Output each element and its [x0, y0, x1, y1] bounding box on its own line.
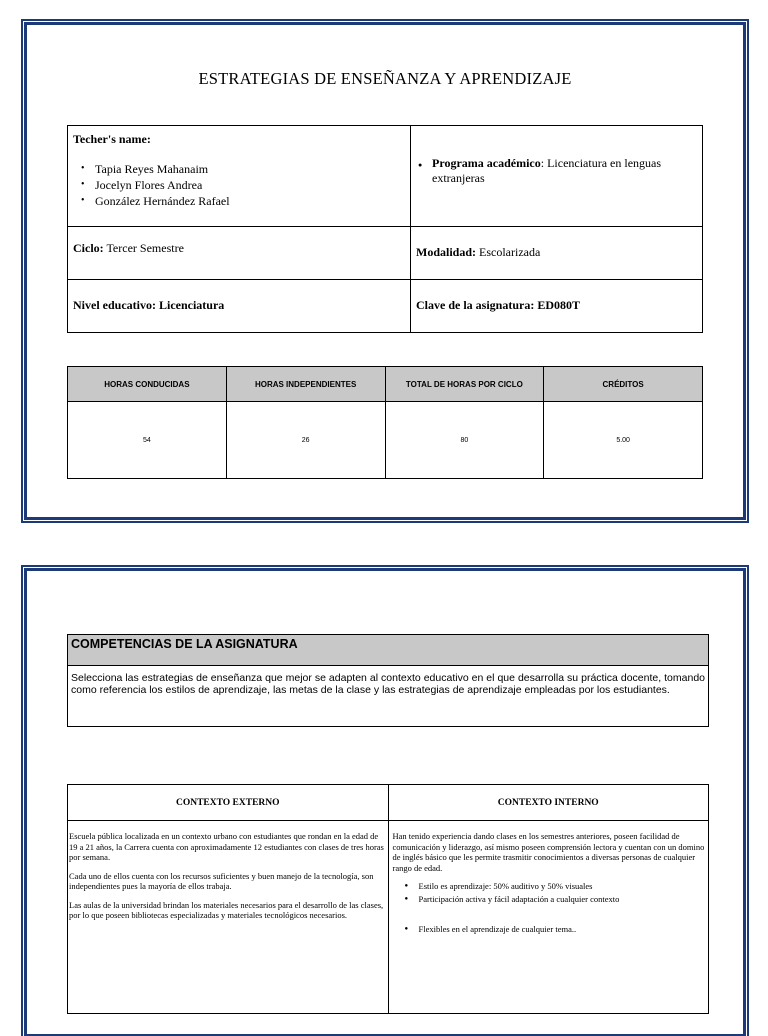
- clave-asignatura: Clave de la asignatura: ED080T: [416, 298, 581, 312]
- ciclo-label: Ciclo:: [73, 241, 104, 255]
- contexto-externo-cell: [68, 821, 389, 1014]
- contexto-externo-header: CONTEXTO EXTERNO: [68, 785, 389, 821]
- programa-cell: [411, 126, 703, 227]
- teachers-label: Techer's name:: [73, 132, 151, 146]
- hours-value: 54: [68, 402, 227, 479]
- modalidad-cell: [411, 227, 703, 280]
- hours-header: HORAS CONDUCIDAS: [68, 367, 227, 402]
- hours-value: 5.00: [544, 402, 703, 479]
- interno-item: ● Estilo es aprendizaje: 50% auditivo y 50% visuales: [419, 881, 708, 892]
- teachers-list: [73, 161, 405, 209]
- modalidad-value: Escolarizada: [476, 245, 541, 259]
- course-info-table: [67, 125, 703, 333]
- hours-table: [67, 366, 703, 479]
- ciclo-cell: [68, 227, 411, 280]
- page-title: ESTRATEGIAS DE ENSEÑANZA Y APRENDIZAJE: [198, 69, 572, 88]
- hours-value: 80: [385, 402, 544, 479]
- interno-list: [393, 881, 708, 935]
- externo-paragraph: Cada uno de ellos cuenta con los recursos suficientes y buen manejo de la tecnología, son independientes pues la mayoría de ellos trabaja.: [69, 870, 374, 891]
- teacher-item: • Tapia Reyes Mahanaim: [95, 161, 405, 177]
- competencias-text: Selecciona las estrategias de enseñanza que mejor se adapten al contexto educativo en el que desarrolla su práctica docente, tomando como referencia los estilos de aprendizaje, las metas de la clase y las estrategias de aprendizaje empleadas por los estudiantes.: [68, 666, 709, 727]
- document-page-1: [22, 20, 748, 522]
- competencias-title: COMPETENCIAS DE LA ASIGNATURA: [68, 635, 709, 666]
- contexto-interno-cell: [388, 821, 709, 1014]
- programa-value: : Licenciatura en lenguas extranjeras: [432, 156, 662, 185]
- interno-paragraph: Han tenido experiencia dando clases en los semestres anteriores, poseen facilidad de comunicación y liderazgo, así mismo poseen comprensión lectora y cuentan con un domino de inglés básico que les permite trasmitir conocimientos a diversas personas de cualquier rango de edad.: [392, 831, 705, 873]
- hours-header: CRÉDITOS: [544, 367, 703, 402]
- teacher-item: • Jocelyn Flores Andrea: [95, 177, 405, 193]
- hours-header: HORAS INDEPENDIENTES: [226, 367, 385, 402]
- modalidad-label: Modalidad:: [416, 245, 477, 259]
- hours-value: 26: [226, 402, 385, 479]
- document-page-2: [22, 566, 748, 1036]
- interno-item: ● Participación activa y fácil adaptación a cualquier contexto: [419, 894, 708, 905]
- contexto-interno-header: CONTEXTO INTERNO: [388, 785, 709, 821]
- teacher-item: • González Hernández Rafael: [95, 193, 405, 209]
- contexto-table: [67, 784, 709, 1014]
- teachers-cell: [68, 126, 411, 227]
- externo-paragraph: Las aulas de la universidad brindan los materiales necesarios para el desarrollo de las clases, por lo que poseen bibliotecas especializadas y materiales tecnológicos necesarios.: [69, 899, 384, 920]
- nivel-educativo: Nivel educativo: Licenciatura: [73, 298, 225, 312]
- interno-item: ● Flexibles en el aprendizaje de cualquier tema..: [419, 924, 708, 935]
- competencias-table: [67, 634, 709, 727]
- ciclo-value: Tercer Semestre: [103, 241, 184, 255]
- externo-paragraph: Escuela pública localizada en un contexto urbano con estudiantes que rondan en la edad de 19 a 21 años, la Carrera cuenta con aproximadamente 12 estudiantes con clases de tres horas por semana.: [69, 831, 384, 862]
- programa-label: Programa académico: [432, 156, 541, 170]
- hours-header: TOTAL DE HORAS POR CICLO: [385, 367, 544, 402]
